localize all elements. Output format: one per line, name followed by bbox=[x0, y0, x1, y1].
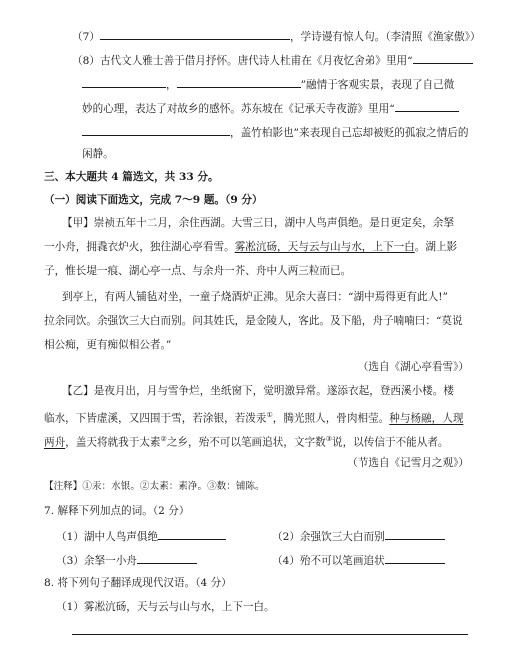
question-7-title: 7. 解释下列加点的词。（2 分） bbox=[44, 505, 190, 517]
item-number: （8） bbox=[72, 55, 100, 67]
answer-blank[interactable] bbox=[82, 76, 166, 88]
section-heading: 三、本大题共 4 篇选文，共 33 分。 bbox=[44, 171, 219, 183]
q7-item-4 bbox=[272, 552, 445, 568]
q8-item-1: （1）雾凇沆砀，天与云与山与水，上下一白。 bbox=[56, 601, 275, 613]
underlined-sentence: 雾凇沆砀，天与云与山与水，上下一白 bbox=[234, 241, 415, 253]
passage-b-line bbox=[44, 408, 463, 426]
answer-blank[interactable] bbox=[137, 552, 197, 564]
fill-blank-8-line1 bbox=[72, 52, 473, 68]
part-heading: （一）阅读下面选文，完成 7～9 题。（9 分） bbox=[44, 194, 263, 206]
item-text: 妙的心理，表达了对故乡的感怀。苏东坡在《记承天寺夜游》里用“ bbox=[82, 103, 395, 115]
passage-b-line: 【乙】是夜月出，月与雪争烂，坐纸窗下，觉明激异常。遂添衣起，登西溪小楼。楼 bbox=[62, 385, 454, 397]
annotation-notes: 【注释】①汞：水银。②太素：素净。③数：铺陈。 bbox=[44, 481, 265, 492]
underlined-sentence: 两舟 bbox=[44, 436, 66, 449]
item-number: （7） bbox=[72, 31, 100, 43]
answer-blank[interactable] bbox=[395, 100, 459, 112]
question-8-title: 8. 将下列句子翻译成现代汉语。（4 分） bbox=[44, 577, 232, 589]
passage-a-line bbox=[44, 240, 457, 254]
fill-blank-8-line4 bbox=[82, 124, 468, 140]
answer-blank[interactable] bbox=[385, 552, 445, 564]
item-text: ，盖竹柏影也”来表现自己忘却被贬的孤寂之情后的 bbox=[230, 127, 469, 139]
item-label: （2）余强饮三大白而别 bbox=[272, 531, 385, 543]
item-text: 闲静。 bbox=[82, 148, 114, 160]
text-span: 说，以传信于不能从者。 bbox=[332, 436, 449, 449]
q7-item-3 bbox=[56, 552, 197, 568]
passage-a-line: 到亭上，有两人铺毡对坐，一童子烧酒炉正沸。见余大喜曰：“湖中焉得更有此人!” bbox=[62, 291, 448, 303]
item-label: （1）湖中人鸟声俱绝 bbox=[56, 531, 159, 543]
item-label: （3）余拏一小舟 bbox=[56, 555, 137, 567]
q7-item-2 bbox=[272, 528, 445, 544]
text-span: 临水，下皆虚溪，又四围于雪，若涂银，若泼汞 bbox=[44, 412, 267, 425]
footnote-mark: ① bbox=[266, 411, 273, 419]
passage-a-line: 【甲】崇祯五年十二月，余住西湖。大雪三日，湖中人鸟声俱绝。是日更定矣，余拏 bbox=[62, 217, 454, 229]
footnote-mark: ③ bbox=[325, 435, 332, 443]
q7-item-1 bbox=[56, 528, 226, 544]
answer-blank[interactable] bbox=[100, 28, 290, 40]
passage-a-line: 子，惟长堤一痕、湖心亭一点、与余舟一芥、舟中人两三粒而已。 bbox=[44, 265, 352, 277]
text-span: ，腾光照人，骨肉相莹。 bbox=[272, 412, 390, 425]
item-text: ，学诗谩有惊人句。（李清照《渔家傲》） bbox=[289, 31, 481, 43]
text-span: 之乡，殆不可以笔画追状，文字数 bbox=[166, 436, 326, 449]
text-span: 一小舟，拥毳衣炉火，独往湖心亭看雪。 bbox=[44, 241, 235, 253]
item-label: （4）殆不可以笔画追状 bbox=[272, 555, 385, 567]
source-citation: （节选自《记雪月之观》） bbox=[347, 457, 469, 469]
answer-blank[interactable] bbox=[82, 124, 230, 136]
comma: ， bbox=[166, 79, 177, 91]
footnote-mark: ② bbox=[160, 435, 167, 443]
underlined-sentence: 种与杨融，人现 bbox=[389, 412, 464, 425]
text-span: ，盖天将就我于太素 bbox=[65, 436, 161, 449]
source-citation: （选自《湖心亭看雪》） bbox=[357, 361, 469, 373]
passage-a-line: 拉余同饮。余强饮三大白而别。问其姓氏，是金陵人，客此。及下船，舟子喃喃曰：“莫说 bbox=[44, 315, 463, 327]
item-text: ”融情于客观实景，表现了自己微 bbox=[300, 79, 455, 91]
fill-blank-8-line2 bbox=[82, 76, 454, 92]
fill-blank-7 bbox=[72, 28, 481, 44]
passage-a-line: 相公痴，更有痴似相公者。” bbox=[44, 339, 172, 351]
fill-blank-8-line3 bbox=[82, 100, 459, 116]
answer-blank[interactable] bbox=[413, 52, 473, 64]
answer-blank[interactable] bbox=[158, 528, 226, 540]
answer-line[interactable] bbox=[72, 634, 468, 635]
passage-b-line bbox=[44, 432, 449, 450]
answer-blank[interactable] bbox=[385, 528, 445, 540]
item-text: 古代文人雅士善于借月抒怀。唐代诗人杜甫在《月夜忆舍弟》里用“ bbox=[99, 55, 413, 67]
answer-blank[interactable] bbox=[177, 76, 301, 88]
text-span: 。湖上影 bbox=[414, 241, 458, 253]
